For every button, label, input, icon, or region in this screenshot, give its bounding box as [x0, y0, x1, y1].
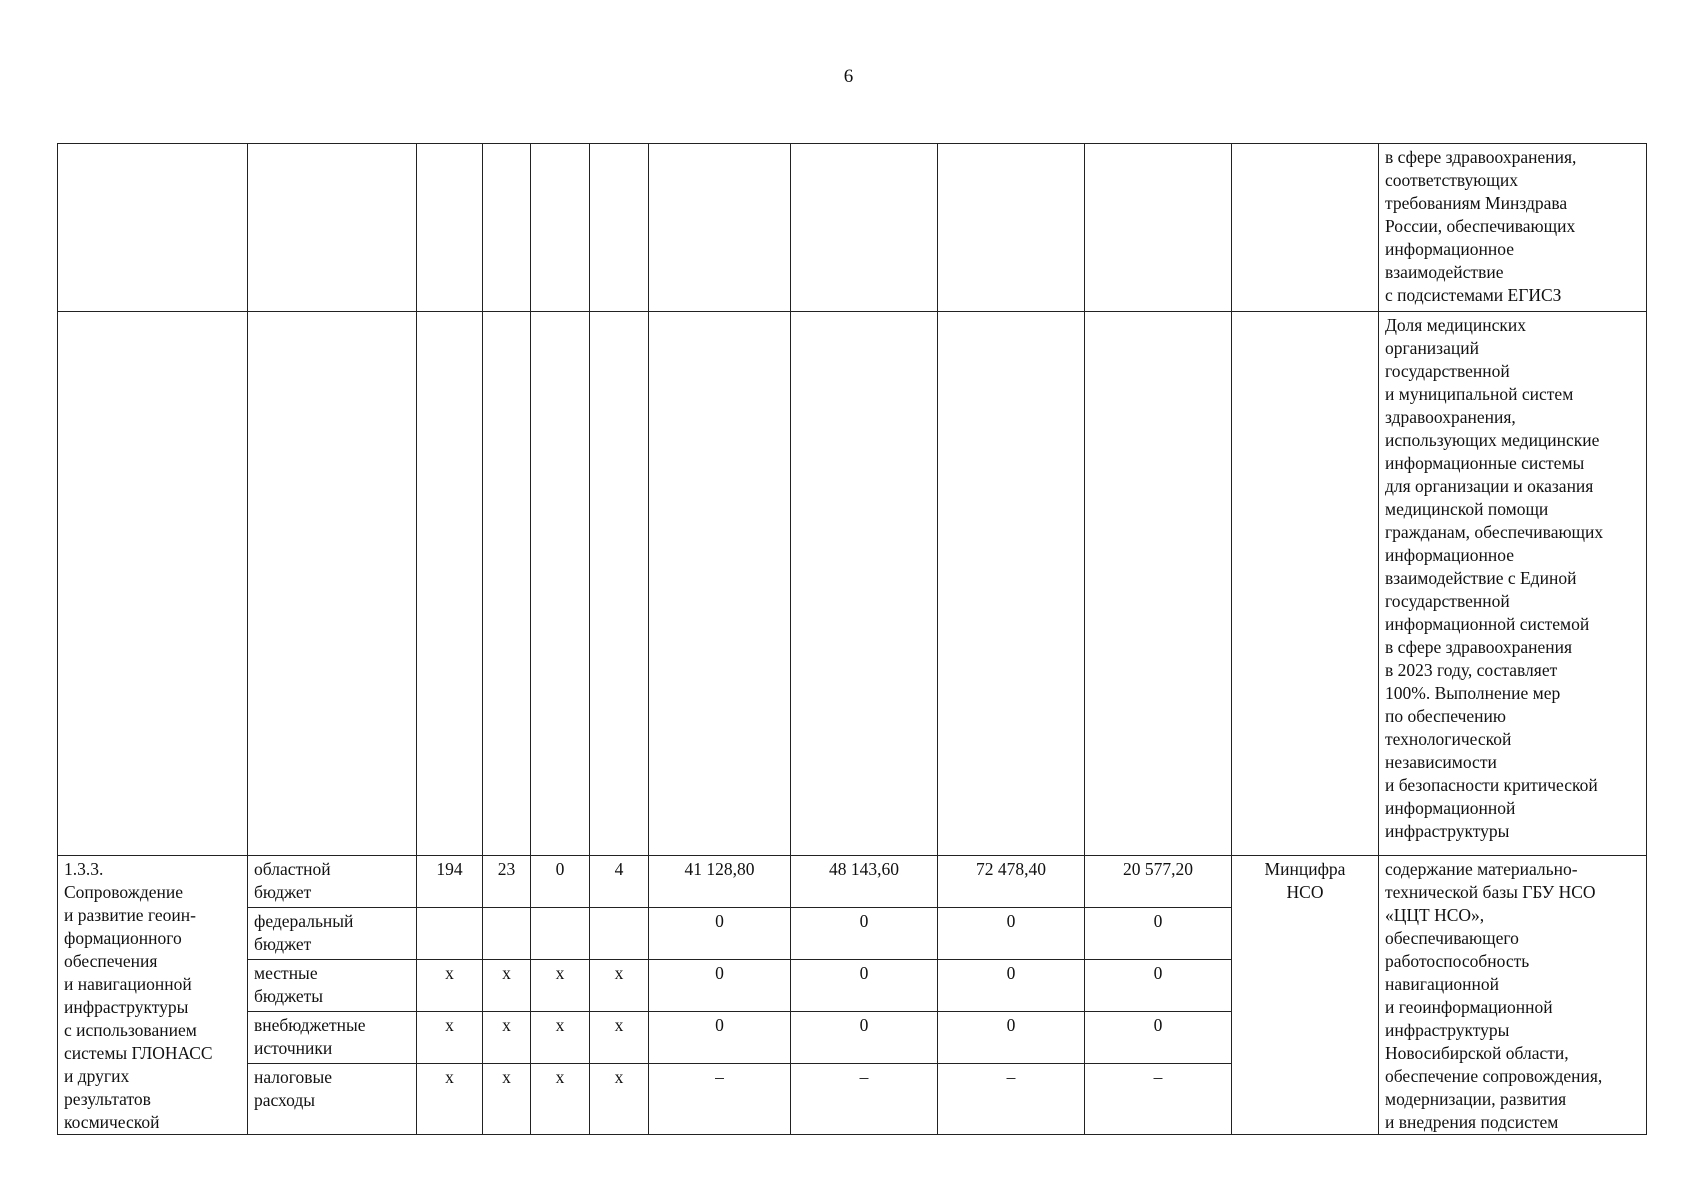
amount-cell: – — [649, 1063, 791, 1134]
count-cell: х — [590, 959, 649, 1011]
funding-source: местные бюджеты — [248, 959, 417, 1011]
page-number: 6 — [843, 66, 854, 87]
amount-cell: 0 — [938, 959, 1085, 1011]
count-cell: х — [417, 1011, 483, 1063]
count-cell: х — [417, 959, 483, 1011]
count-cell: х — [531, 959, 590, 1011]
count-cell: 194 — [417, 856, 483, 908]
count-cell — [483, 907, 531, 959]
amount-cell: 0 — [791, 907, 938, 959]
amount-cell: 0 — [791, 959, 938, 1011]
count-cell — [531, 907, 590, 959]
count-cell: х — [417, 1063, 483, 1134]
count-cell — [417, 907, 483, 959]
count-cell: х — [590, 1011, 649, 1063]
result-description: Доля медицинских организаций государственной и муниципальной систем здравоохранения, использующих медицинские информационные системы для организации и оказания медицинской помощи гражданам, обеспечивающих информационное взаимодействие с Единой государственной информационной системой в сфере здравоохранения в 2023 году, составляет 100%. Выполнение мер по обеспечению технологической независимости и безопасности критической информационной инфраструктуры — [1379, 312, 1647, 856]
amount-cell: 0 — [938, 907, 1085, 959]
amount-cell: 48 143,60 — [791, 856, 938, 908]
funding-source: областной бюджет — [248, 856, 417, 908]
amount-cell: 0 — [1085, 907, 1232, 959]
amount-cell: 41 128,80 — [649, 856, 791, 908]
count-cell: х — [590, 1063, 649, 1134]
count-cell: х — [531, 1011, 590, 1063]
amount-cell: 0 — [938, 1011, 1085, 1063]
amount-cell: 0 — [791, 1011, 938, 1063]
program-table — [57, 143, 1647, 1135]
count-cell — [590, 907, 649, 959]
table-row — [58, 144, 1647, 312]
count-cell: 4 — [590, 856, 649, 908]
count-cell: х — [531, 1063, 590, 1134]
amount-cell: 72 478,40 — [938, 856, 1085, 908]
table-row — [58, 312, 1647, 856]
funding-source: налоговые расходы — [248, 1063, 417, 1134]
amount-cell: – — [1085, 1063, 1232, 1134]
count-cell: 23 — [483, 856, 531, 908]
count-cell: х — [483, 1011, 531, 1063]
amount-cell: 0 — [1085, 959, 1232, 1011]
amount-cell: 0 — [649, 959, 791, 1011]
result-description: в сфере здравоохранения, соответствующих требованиям Минздрава России, обеспечивающих информационное взаимодействие с подсистемами ЕГИСЗ — [1379, 144, 1647, 312]
funding-source: внебюджетные источники — [248, 1011, 417, 1063]
amount-cell: 0 — [1085, 1011, 1232, 1063]
amount-cell: 20 577,20 — [1085, 856, 1232, 908]
count-cell: х — [483, 1063, 531, 1134]
measure-name: 1.3.3. Сопровождение и развитие геоин- формационного обеспечения и навигационной инфраструктуры с использованием системы ГЛОНАСС и других результатов космической — [58, 856, 248, 1135]
count-cell: х — [483, 959, 531, 1011]
amount-cell: 0 — [649, 1011, 791, 1063]
funding-source: федеральный бюджет — [248, 907, 417, 959]
amount-cell: – — [791, 1063, 938, 1134]
amount-cell: – — [938, 1063, 1085, 1134]
executor: Минцифра НСО — [1232, 856, 1379, 1135]
count-cell: 0 — [531, 856, 590, 908]
expected-result: содержание материально- технической базы ГБУ НСО «ЦЦТ НСО», обеспечивающего работоспособность навигационной и геоинформационной инфраструктуры Новосибирской области, обеспечение сопровождения, модернизации, развития и внедрения подсистем — [1379, 856, 1647, 1135]
amount-cell: 0 — [649, 907, 791, 959]
table-row — [58, 856, 1647, 908]
